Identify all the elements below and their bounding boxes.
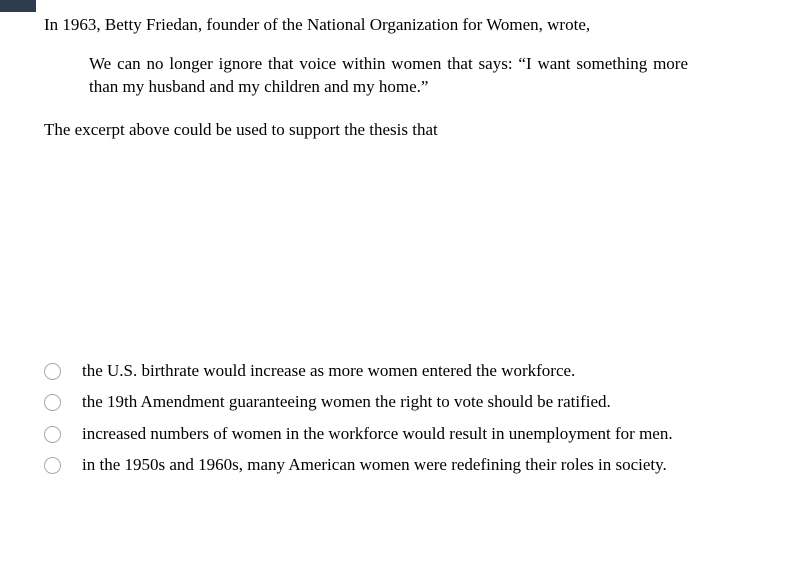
answer-option-d[interactable] — [44, 454, 778, 476]
answer-option-b[interactable] — [44, 391, 778, 413]
answer-option-label: increased numbers of women in the workforce would result in unemployment for men. — [82, 423, 673, 443]
answer-option-label: in the 1950s and 1960s, many American women were redefining their roles in society. — [82, 455, 667, 475]
answer-option-c[interactable] — [44, 423, 778, 445]
question-stem-intro: In 1963, Betty Friedan, founder of the National Organization for Women, wrote, — [44, 15, 591, 34]
answer-option-a[interactable] — [44, 360, 778, 382]
radio-button-icon[interactable] — [44, 457, 61, 474]
question-body-spacer — [44, 142, 778, 360]
question-quotation: We can no longer ignore that voice within women that says: “I want something more than my husband and my children and my home.” — [89, 53, 688, 96]
answer-option-label: the 19th Amendment guaranteeing women the right to vote should be ratified. — [82, 392, 611, 412]
radio-button-icon[interactable] — [44, 426, 61, 443]
question-stem-prompt: The excerpt above could be used to support the thesis that — [44, 119, 438, 139]
answer-options-list — [44, 360, 778, 477]
radio-button-icon[interactable] — [44, 394, 61, 411]
radio-button-icon[interactable] — [44, 363, 61, 380]
answer-option-label: the U.S. birthrate would increase as more women entered the workforce. — [82, 360, 576, 380]
